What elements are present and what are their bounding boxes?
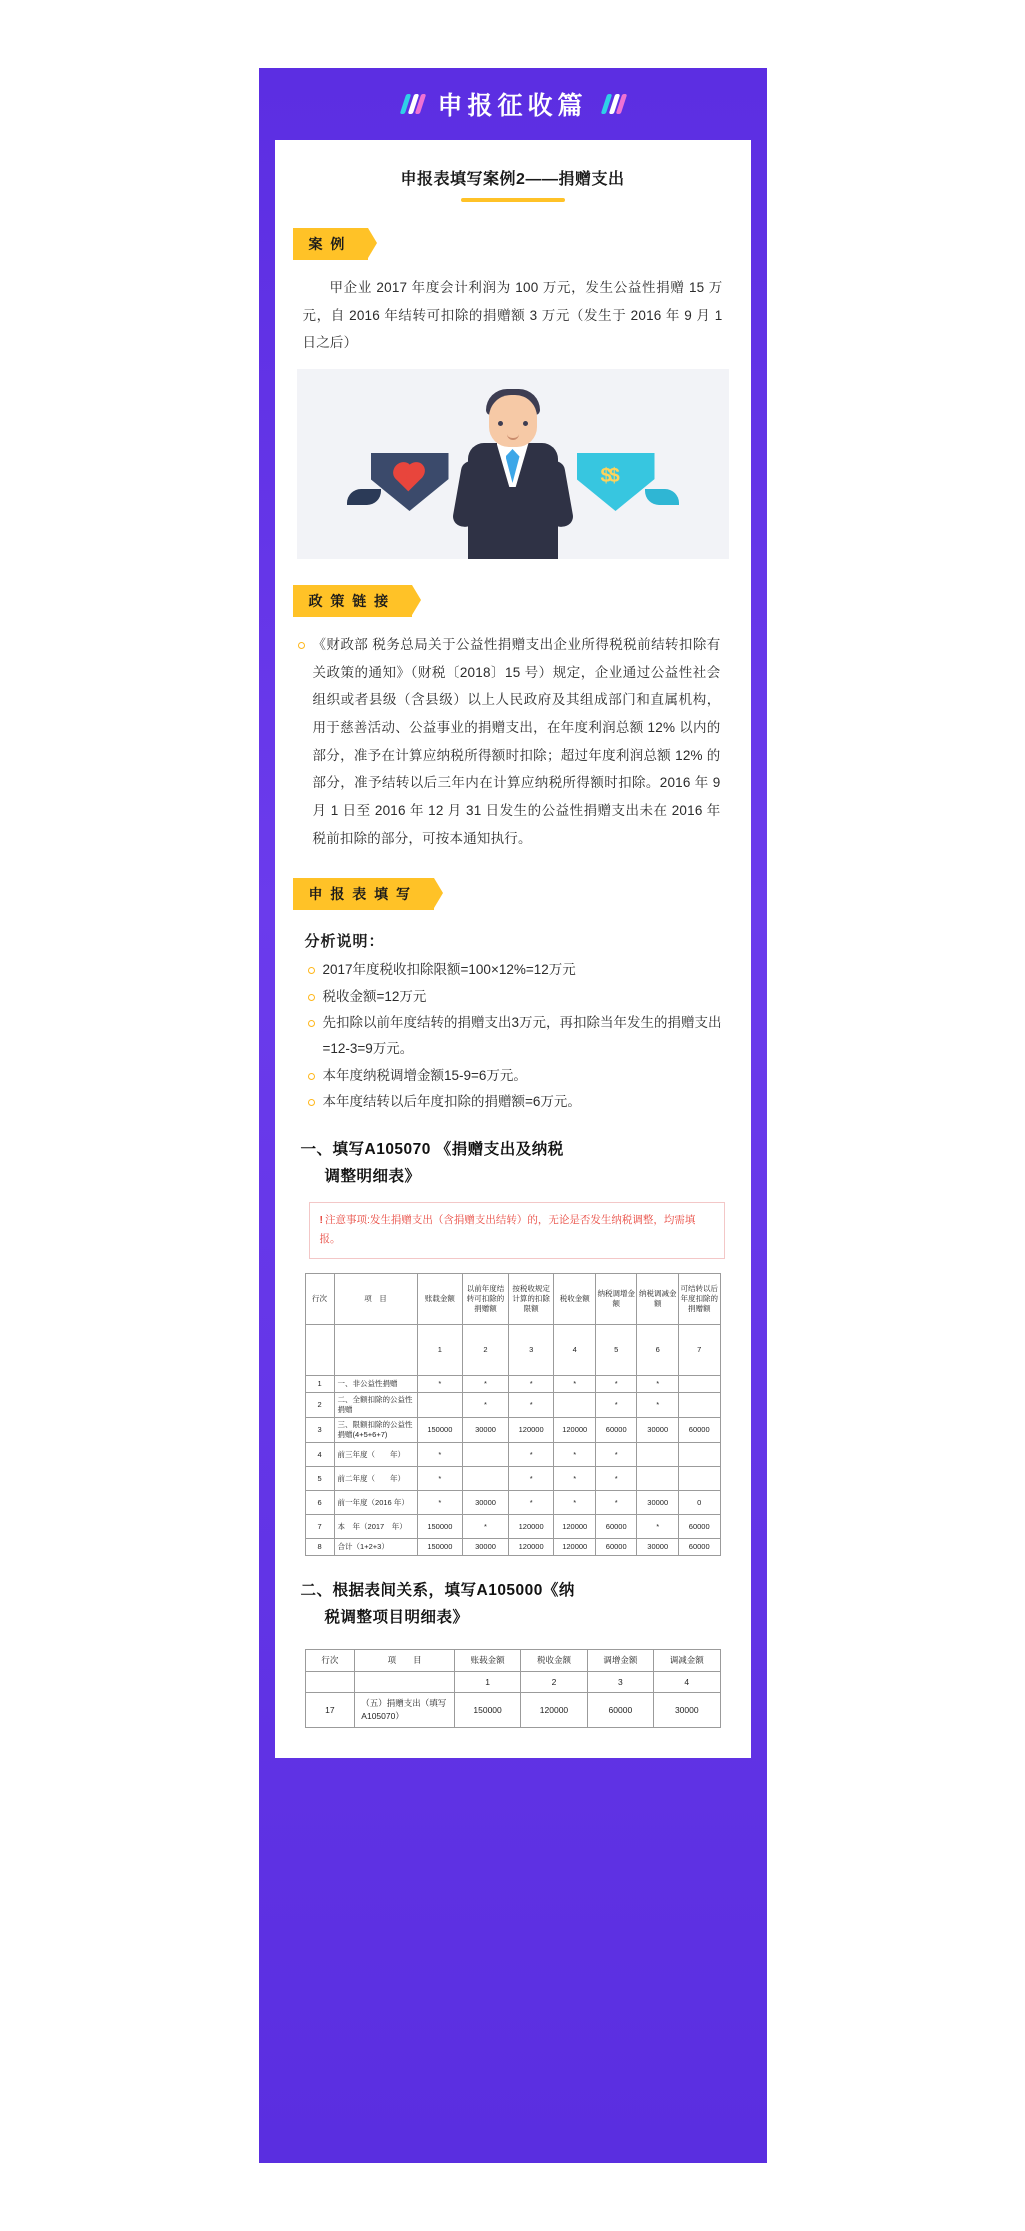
row-no: 2 — [305, 1392, 334, 1417]
cell: 150000 — [417, 1418, 463, 1443]
col-header: 纳税调增金额 — [595, 1273, 637, 1324]
cell: 30000 — [463, 1539, 509, 1556]
person-eye-left — [498, 421, 503, 426]
cell — [417, 1392, 463, 1417]
col-number: 1 — [454, 1671, 520, 1693]
cell: * — [637, 1392, 679, 1417]
policy-text: 《财政部 税务总局关于公益性捐赠支出企业所得税税前结转扣除有关政策的通知》（财税〔2018〕15 号）规定，企业通过公益性社会组织或者县级（含县级）以上人民政府及其组成部门和直属机构，用于慈善活动、公益事业的捐赠支出，在年度利润总额 12% 以内的部分，准予在计算应纳税所得额时扣除；超过年度利润总额 12% 的部分，准予结转以后三年内在计算应纳税所得额时扣除。2016 年 9 月 1 日至 2016 年 12 月 31 日发生的公益性捐赠支出未在 2016 年税前扣除的部分，可按本通知执行。 — [275, 631, 751, 852]
col-header: 项 目 — [355, 1649, 455, 1671]
heading-step-2 — [275, 1556, 751, 1639]
table-row — [305, 1375, 720, 1392]
col-number: 2 — [463, 1324, 509, 1375]
row-no: 4 — [305, 1443, 334, 1467]
cell: 120000 — [554, 1539, 596, 1556]
cell: 120000 — [554, 1418, 596, 1443]
banner-title: 申报征收篇 — [437, 92, 588, 120]
col-header: 税收金额 — [554, 1273, 596, 1324]
cell: * — [463, 1515, 509, 1539]
case-text: 甲企业 2017 年度会计利润为 100 万元，发生公益性捐赠 15 万元，自 2016 年结转可扣除的捐赠额 3 万元（发生于 2016 年 9 月 1 日之后） — [302, 280, 723, 351]
cell: * — [595, 1375, 637, 1392]
content-card — [275, 140, 751, 1758]
col-number: 3 — [508, 1324, 554, 1375]
col-header: 按税收规定计算的扣除限额 — [508, 1273, 554, 1324]
cell — [463, 1467, 509, 1491]
col-number — [355, 1671, 455, 1693]
col-header: 调增金额 — [587, 1649, 653, 1671]
cell: * — [508, 1392, 554, 1417]
cell — [678, 1443, 720, 1467]
col-number: 1 — [417, 1324, 463, 1375]
cell: 60000 — [587, 1693, 653, 1728]
heading-step-1-line2: 调整明细表》 — [324, 1167, 421, 1185]
list-item: 先扣除以前年度结转的捐赠支出3万元，再扣除当年发生的捐赠支出=12-3=9万元。 — [323, 1010, 727, 1063]
table-row — [305, 1693, 720, 1728]
row-label: 二、全额扣除的公益性捐赠 — [334, 1392, 417, 1417]
row-label: 前三年度（ 年） — [334, 1443, 417, 1467]
dollar-icon: $$ — [600, 465, 617, 488]
cell: 30000 — [654, 1693, 720, 1728]
heading-step-2-line2: 税调整项目明细表》 — [324, 1608, 469, 1626]
col-number: 4 — [654, 1671, 720, 1693]
slash-left-icon — [401, 94, 423, 114]
section-tag-policy: 政 策 链 接 — [293, 585, 413, 617]
table-a105070 — [305, 1273, 721, 1557]
exclamation-icon: ! — [319, 1213, 323, 1226]
cell: * — [554, 1491, 596, 1515]
cell: * — [595, 1443, 637, 1467]
cell: 150000 — [417, 1539, 463, 1556]
col-number: 7 — [678, 1324, 720, 1375]
row-label: （五）捐赠支出（填写A105070） — [355, 1693, 455, 1728]
row-no: 17 — [305, 1693, 355, 1728]
table-row — [305, 1443, 720, 1467]
cell: * — [417, 1443, 463, 1467]
col-number: 3 — [587, 1671, 653, 1693]
section-tag-case: 案 例 — [293, 228, 369, 260]
cell: 60000 — [595, 1418, 637, 1443]
col-header: 可结转以后年度扣除的捐赠额 — [678, 1273, 720, 1324]
row-label: 前二年度（ 年） — [334, 1467, 417, 1491]
col-number — [334, 1324, 417, 1375]
analysis-list — [275, 957, 751, 1115]
section-tag-form: 申 报 表 填 写 — [293, 878, 435, 910]
cell: 30000 — [463, 1418, 509, 1443]
col-header: 行次 — [305, 1273, 334, 1324]
list-item: 本年度结转以后年度扣除的捐赠额=6万元。 — [323, 1089, 727, 1115]
cell: 120000 — [554, 1515, 596, 1539]
table-a105070-wrap — [305, 1273, 721, 1557]
col-number — [305, 1671, 355, 1693]
cell: * — [463, 1392, 509, 1417]
case-tag-wrap — [275, 228, 751, 260]
list-item: 2017年度税收扣除限额=100×12%=12万元 — [323, 957, 727, 983]
cell: 120000 — [508, 1418, 554, 1443]
cell — [554, 1392, 596, 1417]
cell: 60000 — [595, 1515, 637, 1539]
notice-text: 注意事项:发生捐赠支出（含捐赠支出结转）的，无论是否发生纳税调整，均需填报。 — [319, 1213, 696, 1246]
table-row — [305, 1467, 720, 1491]
cell: * — [417, 1467, 463, 1491]
cell: * — [508, 1443, 554, 1467]
person-eye-right — [523, 421, 528, 426]
ribbon-right-icon — [645, 489, 679, 505]
col-header: 账载金额 — [417, 1273, 463, 1324]
table-row — [305, 1515, 720, 1539]
cell: * — [417, 1375, 463, 1392]
table-row — [305, 1491, 720, 1515]
table-a105000-wrap — [305, 1649, 721, 1728]
cell: * — [508, 1375, 554, 1392]
col-header: 调减金额 — [654, 1649, 720, 1671]
col-number: 2 — [521, 1671, 587, 1693]
cell: 30000 — [637, 1418, 679, 1443]
poster — [259, 68, 767, 2163]
cell: 30000 — [463, 1491, 509, 1515]
cell: 60000 — [678, 1418, 720, 1443]
row-label: 前一年度（2016 年） — [334, 1491, 417, 1515]
analysis-title: 分析说明： — [304, 933, 385, 951]
col-number: 5 — [595, 1324, 637, 1375]
row-no: 1 — [305, 1375, 334, 1392]
cell — [637, 1443, 679, 1467]
page-title: 申报表填写案例2——捐赠支出 — [400, 171, 625, 188]
col-number: 6 — [637, 1324, 679, 1375]
cell: * — [508, 1491, 554, 1515]
row-no: 3 — [305, 1418, 334, 1443]
cell: 60000 — [678, 1539, 720, 1556]
row-no: 5 — [305, 1467, 334, 1491]
cell: * — [595, 1392, 637, 1417]
table-header-row — [305, 1649, 720, 1671]
cell: * — [554, 1375, 596, 1392]
cell: 120000 — [521, 1693, 587, 1728]
form-tag-wrap — [275, 878, 751, 910]
col-header: 项 目 — [334, 1273, 417, 1324]
row-label: 合计（1+2+3） — [334, 1539, 417, 1556]
col-header: 税收金额 — [521, 1649, 587, 1671]
cell: 150000 — [417, 1515, 463, 1539]
row-no: 8 — [305, 1539, 334, 1556]
cell — [678, 1467, 720, 1491]
table-row — [305, 1539, 720, 1556]
cell: * — [595, 1467, 637, 1491]
cell: 0 — [678, 1491, 720, 1515]
cell: * — [637, 1515, 679, 1539]
cell: * — [554, 1443, 596, 1467]
list-item: 本年度纳税调增金额15-9=6万元。 — [323, 1063, 727, 1089]
row-no: 7 — [305, 1515, 334, 1539]
col-number — [305, 1324, 334, 1375]
row-label: 三、限额扣除的公益性捐赠(4+5+6+7) — [334, 1418, 417, 1443]
cell: * — [463, 1375, 509, 1392]
policy-tag-wrap — [275, 585, 751, 617]
table-a105000 — [305, 1649, 721, 1728]
cell: * — [417, 1491, 463, 1515]
col-header: 以前年度结转可扣除的捐赠额 — [463, 1273, 509, 1324]
cell: * — [595, 1491, 637, 1515]
list-item: 税收金额=12万元 — [323, 984, 727, 1010]
table-header-row — [305, 1273, 720, 1324]
title-underline — [461, 198, 565, 202]
cell — [463, 1443, 509, 1467]
illustration-donation — [297, 369, 729, 559]
cell: 30000 — [637, 1491, 679, 1515]
cell — [637, 1467, 679, 1491]
ribbon-left-icon — [347, 489, 381, 505]
table-row — [305, 1418, 720, 1443]
notice-box — [309, 1202, 725, 1259]
table-colnum-row — [305, 1324, 720, 1375]
slash-right-icon — [602, 94, 624, 114]
cell: 60000 — [678, 1515, 720, 1539]
row-label: 本 年（2017 年） — [334, 1515, 417, 1539]
col-header: 行次 — [305, 1649, 355, 1671]
table-row — [305, 1392, 720, 1417]
cell: 120000 — [508, 1539, 554, 1556]
heading-step-1 — [275, 1115, 751, 1198]
cell: 120000 — [508, 1515, 554, 1539]
col-number: 4 — [554, 1324, 596, 1375]
row-no: 6 — [305, 1491, 334, 1515]
cell — [678, 1392, 720, 1417]
col-header: 账载金额 — [454, 1649, 520, 1671]
cell: * — [637, 1375, 679, 1392]
banner-header — [259, 68, 767, 140]
cell: 60000 — [595, 1539, 637, 1556]
heading-step-1-line1: 一、填写A105070 《捐赠支出及纳税 — [300, 1141, 564, 1159]
cell: * — [554, 1467, 596, 1491]
cell: 30000 — [637, 1539, 679, 1556]
cell: * — [508, 1467, 554, 1491]
row-label: 一、非公益性捐赠 — [334, 1375, 417, 1392]
cell — [678, 1375, 720, 1392]
col-header: 纳税调减金额 — [637, 1273, 679, 1324]
heading-step-2-line1: 二、根据表间关系，填写A105000《纳 — [300, 1582, 575, 1600]
cell: 150000 — [454, 1693, 520, 1728]
table-colnum-row — [305, 1671, 720, 1693]
